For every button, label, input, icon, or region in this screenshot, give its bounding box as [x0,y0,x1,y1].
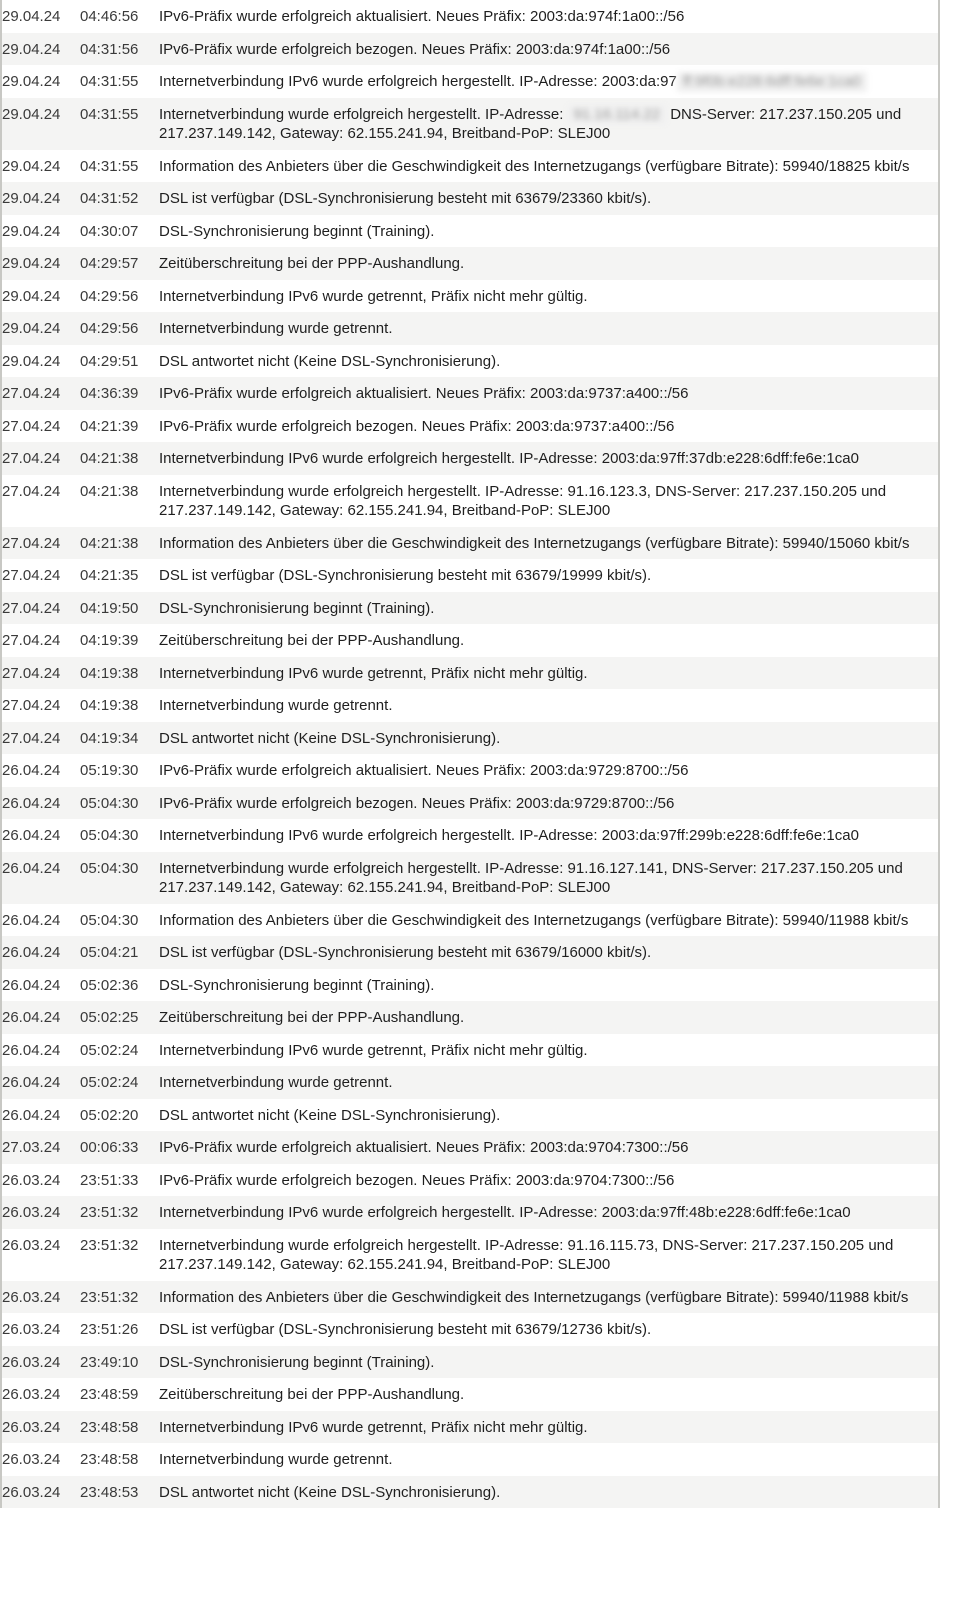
log-message-text: IPv6-Präfix wurde erfolgreich aktualisiert. Neues Präfix: 2003:da:974f:1a00::/56 [159,8,685,25]
log-message-text: DSL ist verfügbar (DSL-Synchronisierung besteht mit 63679/16000 kbit/s). [159,944,652,961]
log-date: 29.04.24 [2,345,80,378]
log-time: 04:21:35 [80,559,159,592]
log-message [159,1034,938,1067]
log-time: 23:49:10 [80,1346,159,1379]
log-time: 00:06:33 [80,1131,159,1164]
log-row [2,475,938,527]
log-message-text: Zeitüberschreitung bei der PPP-Aushandlung. [159,1386,465,1403]
log-message-text: Internetverbindung wurde erfolgreich hergestellt. IP-Adresse: 91.16.115.73, DNS-Server: 217.237.150.205 und 217.237.149.142, Gateway: 62.155.241.94, Breitband-PoP: SLEJ00 [159,1236,894,1273]
log-message-text: DSL antwortet nicht (Keine DSL-Synchronisierung). [159,1483,501,1501]
log-message [159,1281,938,1314]
log-row [2,936,938,969]
event-log-body [2,0,938,1508]
log-date: 26.04.24 [2,754,80,787]
log-message [159,969,938,1002]
log-message-tail: DNS-Server: 217.237.150.205 und 217.237.149.142, Gateway: 62.155.241.94, Breitband-PoP: SLEJ00 [159,105,902,142]
log-row [2,624,938,657]
log-message [159,377,938,410]
log-time: 23:51:32 [80,1196,159,1229]
log-row [2,852,938,904]
log-row [2,1066,938,1099]
log-message-text: Zeitüberschreitung bei der PPP-Aushandlung. [159,1009,465,1026]
log-time: 04:19:50 [80,592,159,625]
log-time: 05:02:20 [80,1099,159,1132]
log-message [159,592,938,625]
log-date: 26.04.24 [2,969,80,1002]
log-message [159,98,938,150]
log-message-text: Internetverbindung wurde erfolgreich hergestellt. IP-Adresse: 91.16.127.141, DNS-Server: 217.237.150.205 und 217.237.149.142, Gateway: 62.155.241.94, Breitband-PoP: SLEJ00 [159,859,903,896]
log-time: 05:02:36 [80,969,159,1002]
log-message-text: DSL-Synchronisierung beginnt (Training). [159,222,435,240]
log-row [2,442,938,475]
redacted-value: 91.16.114.22 [568,105,666,125]
log-time: 23:48:59 [80,1378,159,1411]
log-row [2,754,938,787]
log-time: 23:48:58 [80,1411,159,1444]
log-row [2,969,938,1002]
log-time: 23:48:53 [80,1476,159,1509]
log-date: 26.03.24 [2,1281,80,1314]
log-date: 29.04.24 [2,247,80,280]
log-date: 27.04.24 [2,722,80,755]
log-row [2,150,938,183]
log-message [159,1443,938,1476]
log-time: 23:51:32 [80,1229,159,1281]
log-message-text: Internetverbindung IPv6 wurde getrennt, Präfix nicht mehr gültig. [159,287,588,305]
log-time: 05:02:24 [80,1034,159,1067]
log-row [2,65,938,98]
log-message-text: Internetverbindung wurde erfolgreich hergestellt. IP-Adresse: 91.16.123.3, DNS-Server: 217.237.150.205 und 217.237.149.142, Gateway: 62.155.241.94, Breitband-PoP: SLEJ00 [159,482,887,519]
log-date: 26.03.24 [2,1411,80,1444]
log-date: 26.04.24 [2,1034,80,1067]
log-message [159,312,938,345]
log-date: 29.04.24 [2,150,80,183]
log-message [159,65,938,98]
log-row [2,1281,938,1314]
log-row [2,247,938,280]
log-message-text: DSL antwortet nicht (Keine DSL-Synchronisierung). [159,352,501,370]
log-time: 05:04:30 [80,819,159,852]
log-time: 23:51:33 [80,1164,159,1197]
log-time: 05:02:25 [80,1001,159,1034]
log-time: 04:21:38 [80,527,159,560]
log-message [159,0,938,33]
log-date: 27.04.24 [2,592,80,625]
log-row [2,1001,938,1034]
log-date: 27.04.24 [2,527,80,560]
log-date: 29.04.24 [2,280,80,313]
log-message [159,215,938,248]
log-date: 26.03.24 [2,1313,80,1346]
log-message-text: Internetverbindung IPv6 wurde erfolgreich hergestellt. IP-Adresse: 2003:da:97ff:299b:e228:6dff:fe6e:1ca0 [159,827,859,844]
log-row [2,559,938,592]
log-message [159,1378,938,1411]
log-message-text: DSL ist verfügbar (DSL-Synchronisierung besteht mit 63679/19999 kbit/s). [159,567,652,584]
log-message-text: IPv6-Präfix wurde erfolgreich bezogen. Neues Präfix: 2003:da:9704:7300::/56 [159,1171,675,1189]
log-message-text: Internetverbindung IPv6 wurde getrennt, Präfix nicht mehr gültig. [159,1041,588,1059]
log-row [2,657,938,690]
log-message [159,1001,938,1034]
log-row [2,312,938,345]
log-row [2,1034,938,1067]
log-row [2,1164,938,1197]
log-date: 26.03.24 [2,1443,80,1476]
log-date: 26.04.24 [2,1001,80,1034]
log-row [2,377,938,410]
redacted-value: ff:9f0b:e228:6dff:fe6e:1ca0 [677,72,867,92]
log-message-text: Information des Anbieters über die Geschwindigkeit des Internetzugangs (verfügbare Bitrate): 59940/11988 kbit/s [159,911,909,929]
log-message [159,475,938,527]
log-date: 26.04.24 [2,787,80,820]
log-message [159,1346,938,1379]
log-message-text: DSL ist verfügbar (DSL-Synchronisierung besteht mit 63679/12736 kbit/s). [159,1321,652,1338]
log-time: 04:19:38 [80,689,159,722]
log-time: 05:04:30 [80,787,159,820]
log-row [2,787,938,820]
log-row [2,98,938,150]
log-date: 29.04.24 [2,0,80,33]
log-message [159,1131,938,1164]
log-row [2,722,938,755]
log-date: 27.04.24 [2,377,80,410]
log-row [2,345,938,378]
log-date: 29.04.24 [2,65,80,98]
log-message [159,33,938,66]
log-date: 27.04.24 [2,442,80,475]
log-message [159,280,938,313]
log-row [2,689,938,722]
log-message-text: Zeitüberschreitung bei der PPP-Aushandlung. [159,632,465,649]
log-time: 04:19:34 [80,722,159,755]
log-message [159,1313,938,1346]
log-row [2,1346,938,1379]
log-time: 05:04:21 [80,936,159,969]
log-message-text: Internetverbindung IPv6 wurde getrennt, Präfix nicht mehr gültig. [159,1418,588,1436]
log-message [159,1099,938,1132]
log-message [159,1476,938,1509]
log-message-text: Information des Anbieters über die Geschwindigkeit des Internetzugangs (verfügbare Bitrate): 59940/18825 kbit/s [159,157,910,175]
log-time: 04:31:55 [80,150,159,183]
log-message [159,182,938,215]
log-date: 27.04.24 [2,657,80,690]
log-message [159,787,938,820]
log-row [2,215,938,248]
log-message [159,559,938,592]
log-message-text: Internetverbindung IPv6 wurde erfolgreich hergestellt. IP-Adresse: 2003:da:97 [159,73,677,90]
log-date: 26.03.24 [2,1196,80,1229]
log-date: 29.04.24 [2,182,80,215]
log-message [159,345,938,378]
log-message-text: Internetverbindung wurde getrennt. [159,1074,393,1091]
log-row [2,33,938,66]
log-time: 05:04:30 [80,904,159,937]
log-message-text: Information des Anbieters über die Geschwindigkeit des Internetzugangs (verfügbare Bitrate): 59940/15060 kbit/s [159,534,910,552]
log-row [2,904,938,937]
log-date: 29.04.24 [2,215,80,248]
log-message [159,819,938,852]
log-message-text: Internetverbindung IPv6 wurde erfolgreich hergestellt. IP-Adresse: 2003:da:97ff:37db:e228:6dff:fe6e:1ca0 [159,450,859,467]
log-message [159,904,938,937]
log-time: 23:51:32 [80,1281,159,1314]
log-message [159,624,938,657]
log-message [159,657,938,690]
log-message-text: Zeitüberschreitung bei der PPP-Aushandlung. [159,255,465,272]
log-row [2,410,938,443]
log-time: 04:46:56 [80,0,159,33]
log-row [2,1313,938,1346]
log-message [159,1411,938,1444]
log-time: 04:29:56 [80,280,159,313]
log-time: 04:31:55 [80,65,159,98]
log-message [159,852,938,904]
log-date: 27.04.24 [2,475,80,527]
log-date: 26.04.24 [2,1099,80,1132]
log-time: 04:29:56 [80,312,159,345]
log-message [159,689,938,722]
log-message-text: Internetverbindung wurde erfolgreich hergestellt. IP-Adresse: [159,105,568,123]
log-date: 29.04.24 [2,33,80,66]
log-row [2,527,938,560]
log-date: 27.04.24 [2,410,80,443]
log-date: 26.03.24 [2,1346,80,1379]
log-row [2,592,938,625]
log-date: 27.04.24 [2,624,80,657]
log-date: 26.04.24 [2,819,80,852]
log-message-text: DSL antwortet nicht (Keine DSL-Synchronisierung). [159,729,501,747]
log-row [2,1411,938,1444]
log-time: 04:19:38 [80,657,159,690]
log-row [2,1131,938,1164]
log-time: 05:19:30 [80,754,159,787]
log-date: 27.04.24 [2,559,80,592]
log-time: 04:29:51 [80,345,159,378]
log-date: 26.04.24 [2,936,80,969]
log-row [2,1443,938,1476]
log-date: 26.04.24 [2,904,80,937]
log-message [159,1229,938,1281]
log-message [159,754,938,787]
log-message-text: Internetverbindung IPv6 wurde erfolgreich hergestellt. IP-Adresse: 2003:da:97ff:48b:e228:6dff:fe6e:1ca0 [159,1204,851,1221]
log-date: 26.03.24 [2,1164,80,1197]
log-time: 04:31:56 [80,33,159,66]
log-time: 23:51:26 [80,1313,159,1346]
log-message [159,1164,938,1197]
log-date: 26.03.24 [2,1378,80,1411]
log-message-text: DSL-Synchronisierung beginnt (Training). [159,1353,435,1371]
log-message [159,410,938,443]
event-log-table [2,0,938,1508]
log-row [2,1196,938,1229]
log-time: 04:31:52 [80,182,159,215]
log-message [159,442,938,475]
log-message [159,247,938,280]
log-time: 04:36:39 [80,377,159,410]
log-message-text: Internetverbindung wurde getrennt. [159,320,393,337]
log-message-text: IPv6-Präfix wurde erfolgreich aktualisiert. Neues Präfix: 2003:da:9737:a400::/56 [159,385,689,402]
log-message-text: IPv6-Präfix wurde erfolgreich aktualisiert. Neues Präfix: 2003:da:9704:7300::/56 [159,1139,689,1156]
log-time: 04:29:57 [80,247,159,280]
log-message-text: IPv6-Präfix wurde erfolgreich aktualisiert. Neues Präfix: 2003:da:9729:8700::/56 [159,762,689,779]
log-time: 05:04:30 [80,852,159,904]
log-row [2,1229,938,1281]
log-message-text: DSL ist verfügbar (DSL-Synchronisierung besteht mit 63679/23360 kbit/s). [159,190,652,207]
log-time: 04:21:38 [80,442,159,475]
log-time: 04:21:38 [80,475,159,527]
log-message-text: Information des Anbieters über die Geschwindigkeit des Internetzugangs (verfügbare Bitrate): 59940/11988 kbit/s [159,1288,909,1306]
log-row [2,182,938,215]
log-time: 04:21:39 [80,410,159,443]
log-time: 23:48:58 [80,1443,159,1476]
log-time: 04:31:55 [80,98,159,150]
log-message-text: DSL-Synchronisierung beginnt (Training). [159,599,435,617]
log-message-text: IPv6-Präfix wurde erfolgreich bezogen. Neues Präfix: 2003:da:9737:a400::/56 [159,417,675,435]
log-message [159,1196,938,1229]
log-row [2,1476,938,1509]
log-message [159,936,938,969]
log-message-text: IPv6-Präfix wurde erfolgreich bezogen. Neues Präfix: 2003:da:974f:1a00::/56 [159,40,671,58]
log-row [2,819,938,852]
log-message [159,527,938,560]
log-time: 04:30:07 [80,215,159,248]
log-date: 29.04.24 [2,312,80,345]
log-message [159,1066,938,1099]
log-date: 27.04.24 [2,689,80,722]
log-date: 26.03.24 [2,1476,80,1509]
log-message-text: Internetverbindung wurde getrennt. [159,1451,393,1468]
log-row [2,1099,938,1132]
log-message-text: Internetverbindung wurde getrennt. [159,697,393,714]
log-row [2,0,938,33]
log-message-text: IPv6-Präfix wurde erfolgreich bezogen. Neues Präfix: 2003:da:9729:8700::/56 [159,794,675,812]
log-date: 26.03.24 [2,1229,80,1281]
log-date: 26.04.24 [2,852,80,904]
log-date: 27.03.24 [2,1131,80,1164]
log-message [159,150,938,183]
log-date: 26.04.24 [2,1066,80,1099]
log-time: 04:19:39 [80,624,159,657]
log-time: 05:02:24 [80,1066,159,1099]
log-row [2,1378,938,1411]
log-row [2,280,938,313]
log-message-text: DSL-Synchronisierung beginnt (Training). [159,976,435,994]
log-message [159,722,938,755]
log-message-text: Internetverbindung IPv6 wurde getrennt, Präfix nicht mehr gültig. [159,664,588,682]
log-message-text: DSL antwortet nicht (Keine DSL-Synchronisierung). [159,1106,501,1124]
log-date: 29.04.24 [2,98,80,150]
